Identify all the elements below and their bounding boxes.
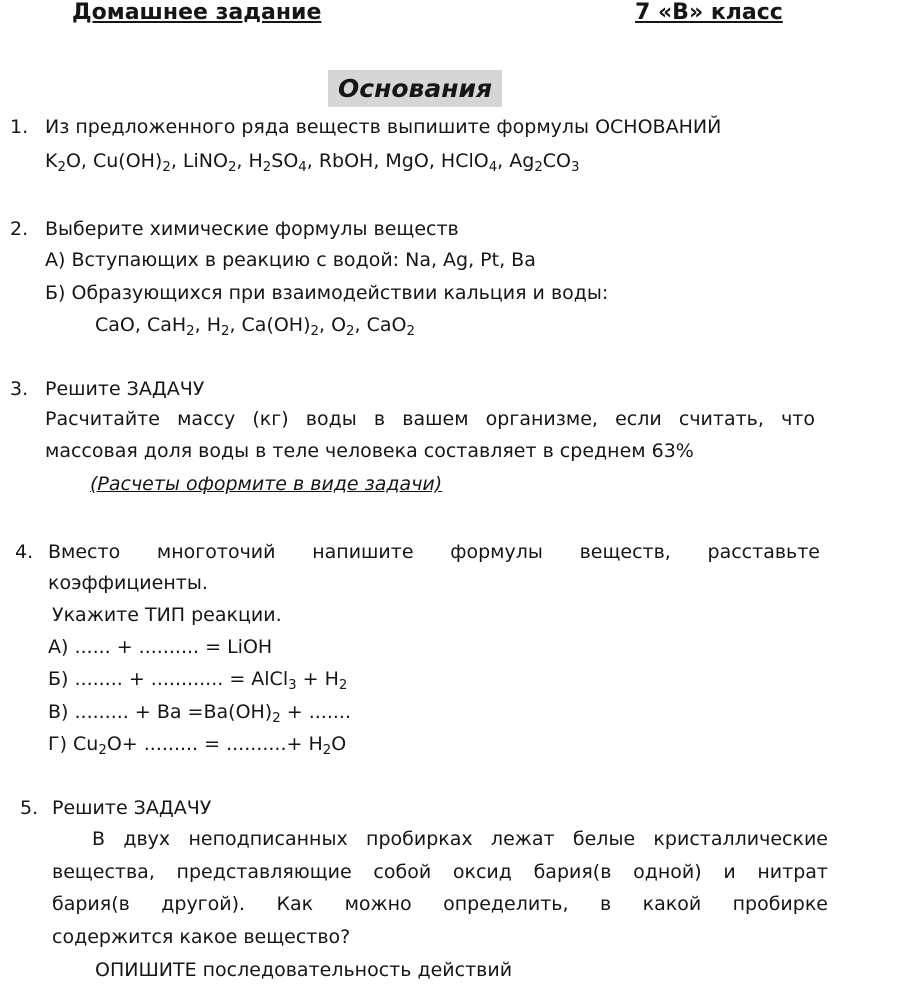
task2-option-a: А) Вступающих в реакцию с водой: Na, Ag, Pt, Ba bbox=[45, 249, 536, 271]
task4-equation-b: Б) ........ + ............ = AlCl$_3$ + $H_2$ bbox=[48, 668, 348, 693]
task1-formulas: $K_2O$, $Cu(OH)_2$, LiNO$_2$, $H_2SO_4$, RbOH, MgO, HClO$_4$, $Ag_2CO_3$ bbox=[45, 150, 580, 175]
task4-line2: коэффициенты. bbox=[48, 572, 208, 594]
task5-line4: содержится какое вещество? bbox=[52, 926, 351, 948]
task3-title: Решите ЗАДАЧУ bbox=[45, 378, 205, 400]
task5-line3: бария(в другой). Как можно определить, в какой пробирке bbox=[52, 893, 828, 915]
task5-title: Решите ЗАДАЧУ bbox=[52, 797, 212, 819]
class-label: 7 «В» класс bbox=[635, 0, 783, 25]
task5-line1: В двух неподписанных пробирках лежат белые кристаллические bbox=[92, 828, 828, 850]
task3-line2: массовая доля воды в теле человека составляет в среднем 63% bbox=[45, 440, 694, 462]
task5-number: 5. bbox=[20, 797, 39, 819]
task2-number: 2. bbox=[10, 218, 29, 240]
task5-instruction: ОПИШИТЕ последовательность действий bbox=[95, 959, 513, 981]
task4-equation-d: Г) $Cu_2O+$ ......... = ..........+ $H_2O$ bbox=[48, 733, 347, 758]
task3-note: (Расчеты оформите в виде задачи) bbox=[90, 473, 443, 495]
task4-number: 4. bbox=[15, 541, 34, 563]
homework-title: Домашнее задание bbox=[72, 0, 322, 25]
task4-equation-c: В) ......... + $Ba =Ba(OH)_2$ + ....... bbox=[48, 701, 351, 726]
task4-subtitle: Укажите ТИП реакции. bbox=[52, 604, 282, 626]
topic-title: Основания bbox=[328, 70, 502, 107]
task2-option-b-formulas: CaO, CaH$_2$, $H_2$, $Ca(OH)_2$, $O_2$, CaO$_2$ bbox=[95, 314, 415, 339]
task2-text: Выберите химические формулы веществ bbox=[45, 218, 459, 240]
task2-option-b: Б) Образующихся при взаимодействии кальция и воды: bbox=[45, 282, 609, 304]
task4-line1: Вместо многоточий напишите формулы веществ, расставьте bbox=[48, 541, 820, 563]
task1-text: Из предложенного ряда веществ выпишите формулы ОСНОВАНИЙ bbox=[45, 116, 722, 138]
task1-number: 1. bbox=[10, 116, 29, 138]
task3-line1: Расчитайте массу (кг) воды в вашем организме, если считать, что bbox=[45, 408, 815, 430]
task3-number: 3. bbox=[10, 378, 29, 400]
task5-line2: вещества, представляющие собой оксид бария(в одной) и нитрат bbox=[52, 861, 828, 883]
task4-equation-a: А) ...... + .......... = LiOH bbox=[48, 636, 273, 658]
